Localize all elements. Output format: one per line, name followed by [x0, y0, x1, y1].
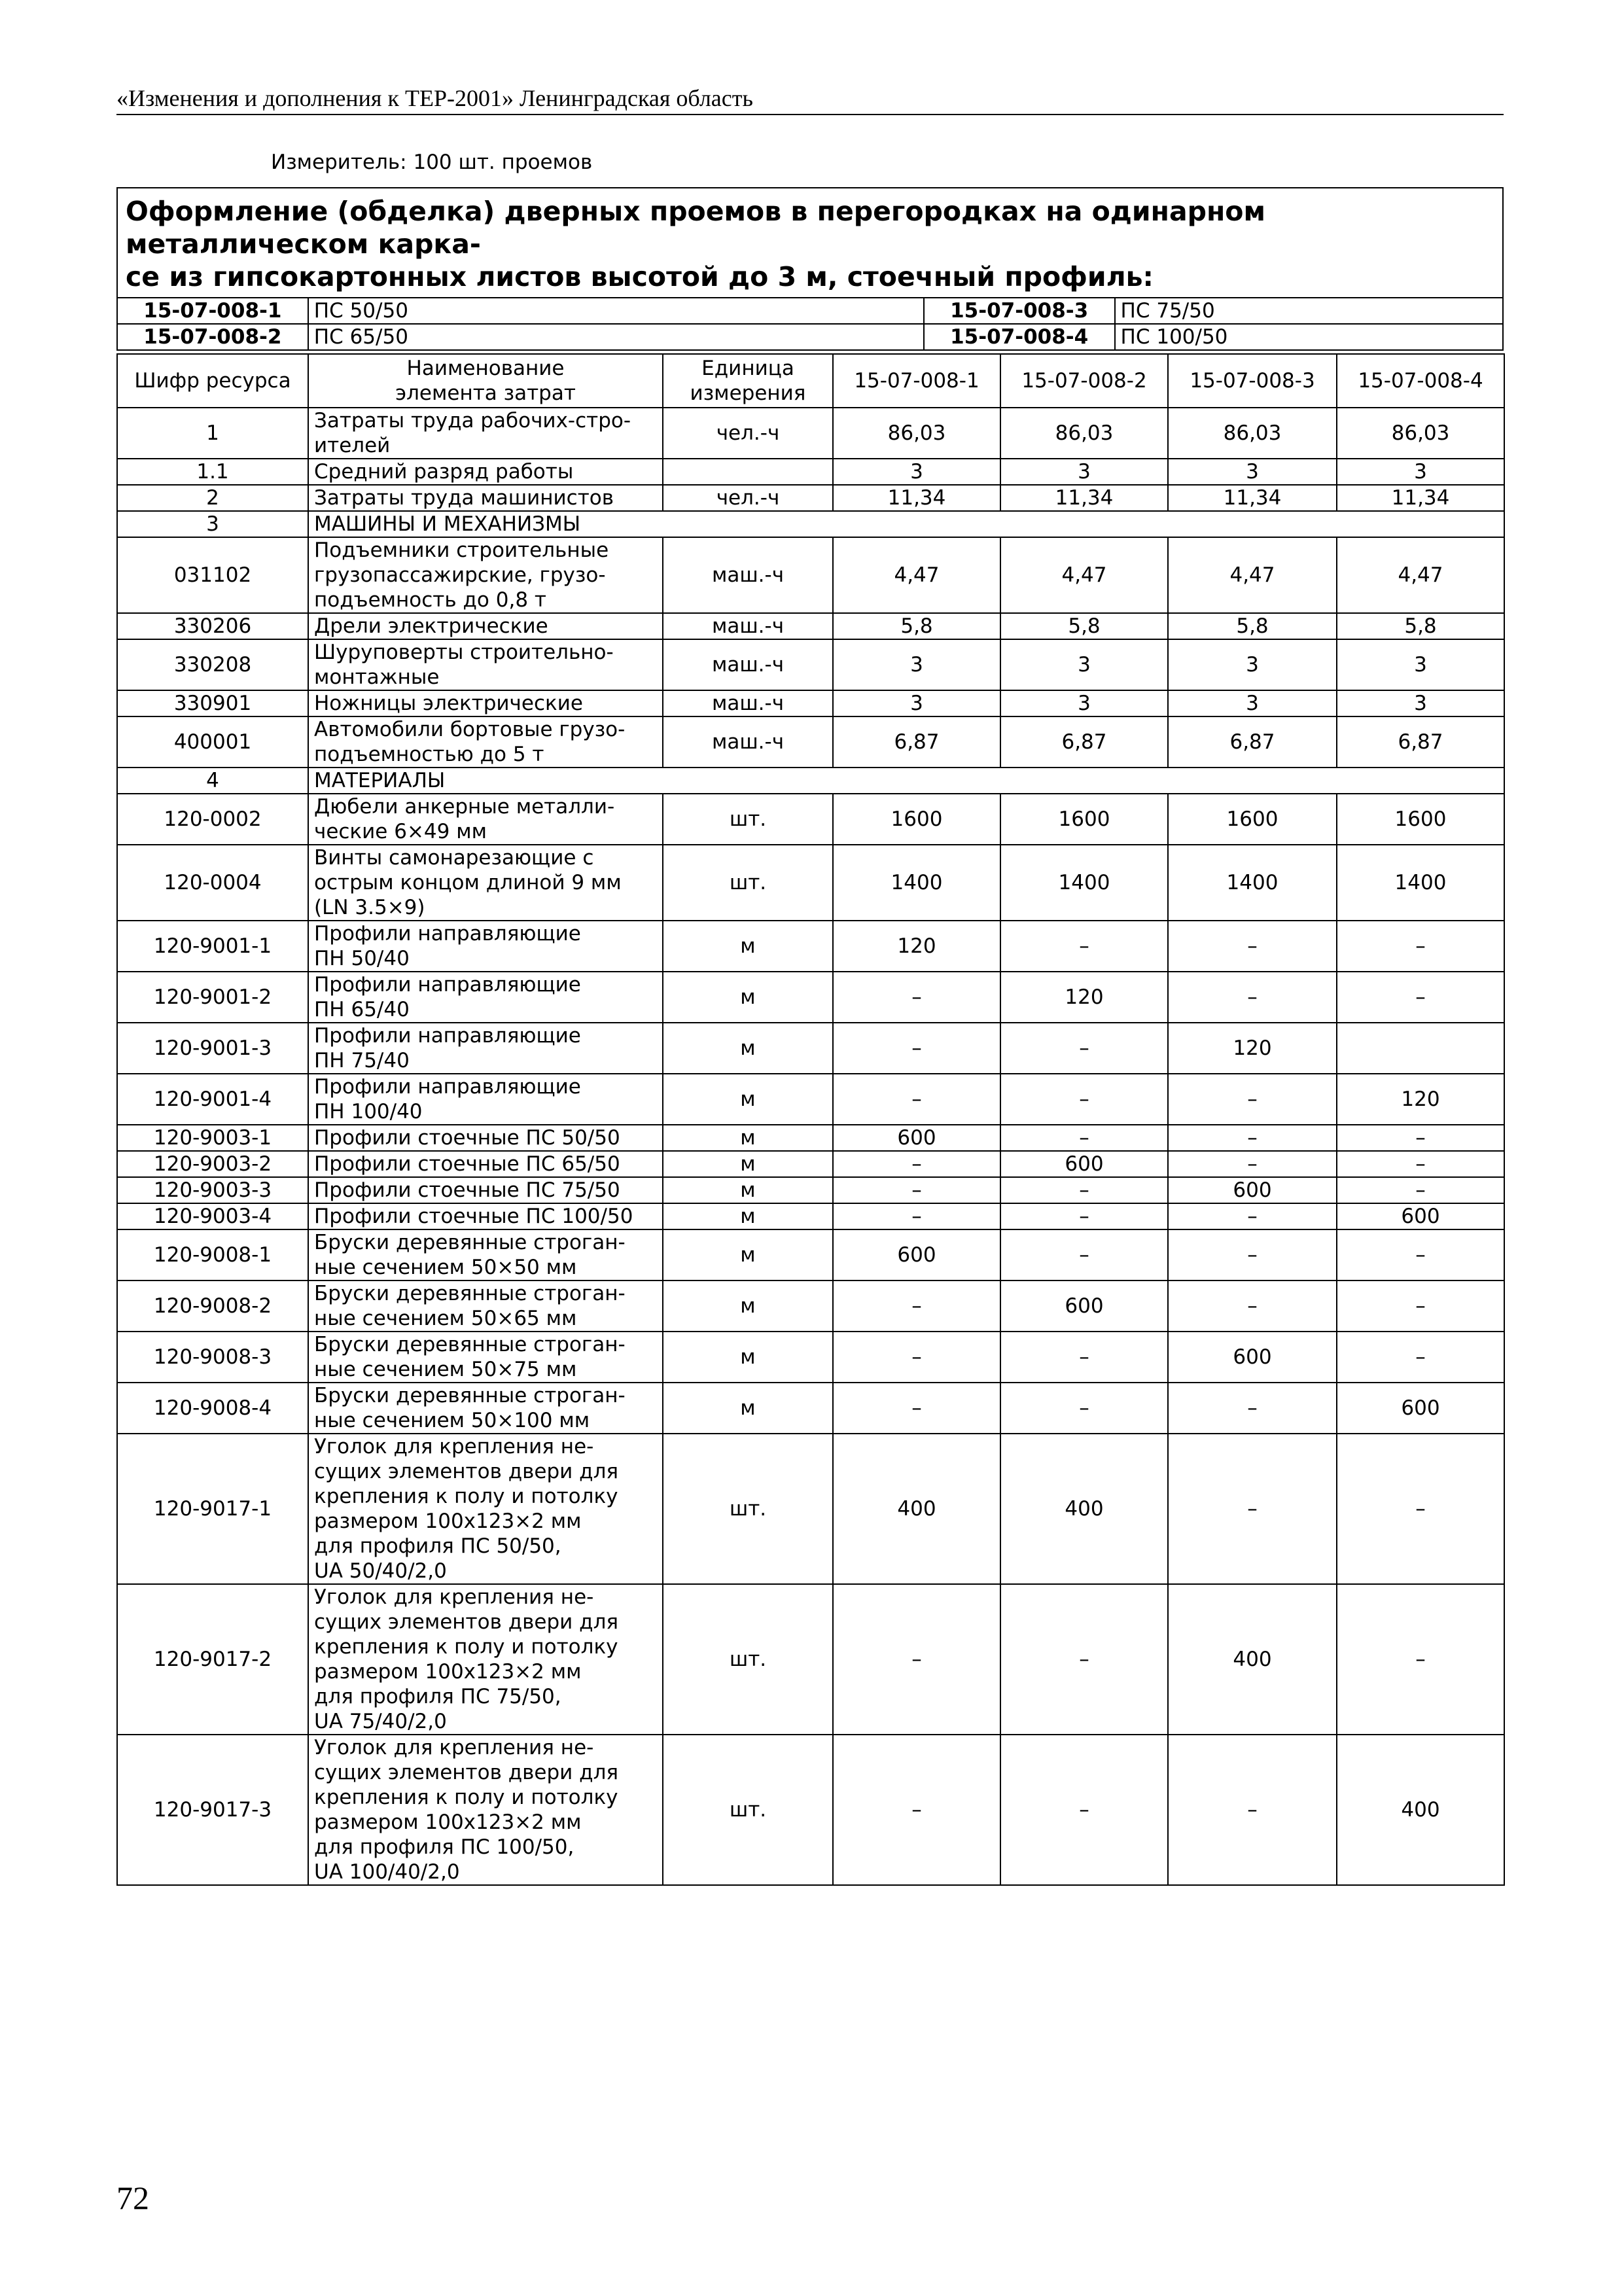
element-name-cell: [308, 1125, 663, 1151]
element-name-line: Профили стоечные ПС 50/50: [314, 1126, 620, 1150]
unit-cell: м: [663, 1332, 833, 1383]
value-cell: 5,8: [833, 613, 1000, 639]
table-row: [117, 1177, 1504, 1203]
element-name-line: Профили направляющие: [314, 973, 581, 997]
element-name-line: Бруски деревянные строган-: [314, 1282, 626, 1305]
value-cell: 3: [1000, 639, 1168, 690]
resource-code-cell: 120-9003-1: [117, 1125, 308, 1151]
element-name-cell: [308, 1584, 663, 1735]
value-cell: 600: [833, 1125, 1000, 1151]
resource-code-cell: 120-9001-2: [117, 972, 308, 1023]
element-name-cell: [308, 1383, 663, 1434]
resource-code-cell: 120-9003-3: [117, 1177, 308, 1203]
resource-code-cell: 120-9017-1: [117, 1434, 308, 1584]
element-name-cell: [308, 639, 663, 690]
value-cell: [1337, 1023, 1504, 1074]
element-name-line: Уголок для крепления не-: [314, 1435, 594, 1458]
value-cell: 5,8: [1168, 613, 1337, 639]
value-cell: 3: [1168, 459, 1337, 485]
table-row: [117, 485, 1504, 511]
unit-cell: м: [663, 1203, 833, 1229]
resource-code-cell: 2: [117, 485, 308, 511]
element-name-cell: [308, 845, 663, 921]
work-code-name: ПС 65/50: [308, 324, 924, 350]
work-code: 15-07-008-2: [117, 324, 308, 350]
value-cell: 1600: [833, 794, 1000, 845]
table-row: [117, 1203, 1504, 1229]
element-name-line: подъемностью до 5 т: [314, 743, 544, 766]
table-row: [117, 1280, 1504, 1332]
table-row: [117, 794, 1504, 845]
value-cell: –: [1168, 1203, 1337, 1229]
element-name-line: МАШИНЫ И МЕХАНИЗМЫ: [314, 512, 581, 536]
element-name-line: Бруски деревянные строган-: [314, 1333, 626, 1356]
table-row: [117, 716, 1504, 768]
resource-code-cell: 120-9001-4: [117, 1074, 308, 1125]
value-cell: –: [833, 1584, 1000, 1735]
element-name-line: ителей: [314, 434, 391, 457]
value-cell: 3: [1337, 639, 1504, 690]
element-name-line: Уголок для крепления не-: [314, 1736, 594, 1759]
header-resource-code: Шифр ресурса: [117, 354, 308, 408]
resource-code-cell: 3: [117, 511, 308, 537]
unit-cell: [663, 459, 833, 485]
unit-cell: м: [663, 1023, 833, 1074]
element-name-line: Профили направляющие: [314, 1075, 581, 1099]
value-cell: –: [1000, 1125, 1168, 1151]
work-title-line-2: се из гипсокартонных листов высотой до 3 м, стоечный профиль:: [126, 261, 1154, 292]
element-name-cell: [308, 690, 663, 716]
section-blank-cell: [663, 511, 1504, 537]
value-cell: –: [1337, 1125, 1504, 1151]
value-cell: 3: [833, 690, 1000, 716]
element-name-cell: [308, 1074, 663, 1125]
element-name-line: ные сечением 50×100 мм: [314, 1409, 590, 1432]
value-cell: –: [1337, 1280, 1504, 1332]
value-cell: 400: [1337, 1735, 1504, 1885]
value-cell: 4,47: [833, 537, 1000, 613]
element-name-line: ные сечением 50×65 мм: [314, 1307, 577, 1330]
value-cell: –: [1000, 1332, 1168, 1383]
value-cell: –: [1337, 972, 1504, 1023]
header-element-name-line: Наименование: [406, 357, 565, 380]
element-name-cell: [308, 1177, 663, 1203]
element-name-line: Шуруповерты строительно-: [314, 641, 614, 664]
value-cell: –: [1000, 1074, 1168, 1125]
element-name-cell: [308, 485, 663, 511]
unit-cell: шт.: [663, 1735, 833, 1885]
value-cell: 5,8: [1337, 613, 1504, 639]
value-cell: –: [1000, 1383, 1168, 1434]
resource-code-cell: 120-0002: [117, 794, 308, 845]
unit-cell: шт.: [663, 794, 833, 845]
work-code-name: ПС 75/50: [1115, 298, 1503, 324]
table-row: [117, 1735, 1504, 1885]
element-name-line: сущих элементов двери для: [314, 1610, 619, 1634]
element-name-cell: [308, 613, 663, 639]
unit-cell: м: [663, 1177, 833, 1203]
unit-cell: маш.-ч: [663, 537, 833, 613]
element-name-line: Профили стоечные ПС 65/50: [314, 1152, 620, 1176]
unit-cell: шт.: [663, 845, 833, 921]
value-cell: –: [1000, 1584, 1168, 1735]
work-code: 15-07-008-1: [117, 298, 308, 324]
table-row: [117, 1229, 1504, 1280]
value-cell: 600: [833, 1229, 1000, 1280]
element-name-line: Затраты труда машинистов: [314, 486, 614, 510]
header-unit-line: измерения: [690, 381, 806, 405]
element-name-line: подъемность до 0,8 т: [314, 588, 546, 612]
work-code: 15-07-008-4: [924, 324, 1115, 350]
table-row: [117, 845, 1504, 921]
value-cell: 120: [833, 921, 1000, 972]
table-row: [117, 972, 1504, 1023]
value-cell: 3: [1168, 690, 1337, 716]
unit-cell: м: [663, 1280, 833, 1332]
unit-cell: м: [663, 1383, 833, 1434]
value-cell: 3: [833, 639, 1000, 690]
element-name-line: ные сечением 50×50 мм: [314, 1256, 577, 1279]
unit-cell: чел.-ч: [663, 408, 833, 459]
unit-cell: маш.-ч: [663, 613, 833, 639]
element-name-cell: [308, 921, 663, 972]
element-name-line: UA 50/40/2,0: [314, 1559, 447, 1583]
value-cell: –: [833, 1151, 1000, 1177]
resource-rows: [117, 408, 1504, 1885]
value-cell: –: [1000, 1177, 1168, 1203]
element-name-line: Профили направляющие: [314, 922, 581, 945]
element-name-line: (LN 3.5×9): [314, 896, 425, 919]
resource-code-cell: 1.1: [117, 459, 308, 485]
element-name-line: Дрели электрические: [314, 614, 548, 638]
element-name-line: ПН 100/40: [314, 1100, 423, 1123]
element-name-cell: [308, 1151, 663, 1177]
value-cell: –: [833, 972, 1000, 1023]
value-cell: 3: [1168, 639, 1337, 690]
element-name-line: Подъемники строительные: [314, 539, 609, 562]
value-cell: 400: [1168, 1584, 1337, 1735]
value-cell: 600: [1337, 1383, 1504, 1434]
value-cell: 5,8: [1000, 613, 1168, 639]
work-title-table: [116, 187, 1504, 351]
element-name-line: крепления к полу и потолку: [314, 1635, 618, 1659]
table-row: [117, 1023, 1504, 1074]
element-name-line: размером 100x123×2 мм: [314, 1810, 582, 1834]
value-cell: –: [833, 1332, 1000, 1383]
resource-code-cell: 330901: [117, 690, 308, 716]
element-name-line: грузопассажирские, грузо-: [314, 563, 606, 587]
unit-cell: маш.-ч: [663, 639, 833, 690]
value-cell: 3: [833, 459, 1000, 485]
value-cell: –: [1000, 1203, 1168, 1229]
element-name-cell: [308, 1229, 663, 1280]
header-element-name-line: элемента затрат: [395, 381, 576, 405]
element-name-line: Уголок для крепления не-: [314, 1585, 594, 1609]
element-name-line: МАТЕРИАЛЫ: [314, 769, 446, 792]
element-name-line: UA 100/40/2,0: [314, 1860, 460, 1884]
value-cell: –: [1337, 1434, 1504, 1584]
value-cell: –: [1168, 1383, 1337, 1434]
resource-code-cell: 120-9001-3: [117, 1023, 308, 1074]
value-cell: –: [1168, 1735, 1337, 1885]
header-unit: [663, 354, 833, 408]
unit-cell: м: [663, 1151, 833, 1177]
element-name-line: ПН 65/40: [314, 998, 410, 1021]
value-cell: –: [833, 1735, 1000, 1885]
value-cell: –: [1168, 1151, 1337, 1177]
value-cell: 400: [833, 1434, 1000, 1584]
table-header-row: [117, 354, 1504, 408]
element-name-line: острым концом длиной 9 мм: [314, 871, 622, 894]
element-name-line: Средний разряд работы: [314, 460, 574, 484]
element-name-line: ПН 75/40: [314, 1049, 410, 1072]
element-name-line: сущих элементов двери для: [314, 1460, 619, 1483]
value-cell: 3: [1000, 690, 1168, 716]
value-cell: 1600: [1337, 794, 1504, 845]
value-cell: –: [1168, 1074, 1337, 1125]
element-name-cell: [308, 1434, 663, 1584]
element-name-cell: [308, 1332, 663, 1383]
header-col-2: 15-07-008-2: [1000, 354, 1168, 408]
element-name-line: крепления к полу и потолку: [314, 1485, 618, 1508]
value-cell: –: [833, 1074, 1000, 1125]
value-cell: 86,03: [1337, 408, 1504, 459]
resource-code-cell: 330208: [117, 639, 308, 690]
element-name-cell: [308, 511, 663, 537]
work-title: [117, 188, 1503, 298]
element-name-cell: [308, 716, 663, 768]
value-cell: 3: [1000, 459, 1168, 485]
value-cell: 6,87: [1337, 716, 1504, 768]
resource-code-cell: 120-9008-3: [117, 1332, 308, 1383]
unit-cell: м: [663, 1229, 833, 1280]
value-cell: 600: [1168, 1177, 1337, 1203]
resource-code-cell: 400001: [117, 716, 308, 768]
resource-code-cell: 120-9008-2: [117, 1280, 308, 1332]
header-col-3: 15-07-008-3: [1168, 354, 1337, 408]
value-cell: –: [833, 1280, 1000, 1332]
element-name-cell: [308, 459, 663, 485]
element-name-cell: [308, 768, 663, 794]
unit-cell: маш.-ч: [663, 716, 833, 768]
element-name-line: размером 100x123×2 мм: [314, 1510, 582, 1533]
value-cell: –: [1000, 921, 1168, 972]
table-row: [117, 1332, 1504, 1383]
table-row: [117, 613, 1504, 639]
value-cell: 120: [1000, 972, 1168, 1023]
value-cell: 86,03: [833, 408, 1000, 459]
unit-cell: м: [663, 921, 833, 972]
value-cell: –: [1168, 1125, 1337, 1151]
value-cell: 600: [1000, 1280, 1168, 1332]
value-cell: –: [1168, 1280, 1337, 1332]
value-cell: –: [833, 1203, 1000, 1229]
element-name-cell: [308, 1735, 663, 1885]
resource-code-cell: 120-9017-2: [117, 1584, 308, 1735]
value-cell: 11,34: [1168, 485, 1337, 511]
resource-code-cell: 330206: [117, 613, 308, 639]
element-name-line: Затраты труда рабочих-стро-: [314, 409, 631, 433]
work-code: 15-07-008-3: [924, 298, 1115, 324]
value-cell: 11,34: [833, 485, 1000, 511]
value-cell: –: [1000, 1023, 1168, 1074]
value-cell: 86,03: [1168, 408, 1337, 459]
value-cell: 4,47: [1337, 537, 1504, 613]
page-number: 72: [116, 2180, 149, 2216]
value-cell: –: [1337, 921, 1504, 972]
work-title-line-1: Оформление (обделка) дверных проемов в перегородках на одинарном металлическом карка-: [126, 196, 1265, 260]
element-name-cell: [308, 537, 663, 613]
table-row: [117, 1434, 1504, 1584]
section-blank-cell: [663, 768, 1504, 794]
element-name-cell: [308, 1023, 663, 1074]
header-col-1: 15-07-008-1: [833, 354, 1000, 408]
value-cell: –: [833, 1177, 1000, 1203]
element-name-line: Профили направляющие: [314, 1024, 581, 1048]
table-row: [117, 1584, 1504, 1735]
resource-code-cell: 120-9008-4: [117, 1383, 308, 1434]
resource-code-cell: 120-9017-3: [117, 1735, 308, 1885]
table-row: [117, 537, 1504, 613]
value-cell: 120: [1168, 1023, 1337, 1074]
element-name-cell: [308, 1203, 663, 1229]
work-code-name: ПС 100/50: [1115, 324, 1503, 350]
header-col-4: 15-07-008-4: [1337, 354, 1504, 408]
value-cell: 1600: [1168, 794, 1337, 845]
header-unit-line: Единица: [701, 357, 794, 380]
element-name-cell: [308, 972, 663, 1023]
unit-cell: шт.: [663, 1434, 833, 1584]
value-cell: –: [1337, 1151, 1504, 1177]
value-cell: 6,87: [1000, 716, 1168, 768]
running-header: «Изменения и дополнения к ТЕР-2001» Ленинградская область: [116, 84, 1504, 115]
element-name-cell: [308, 1280, 663, 1332]
element-name-line: размером 100x123×2 мм: [314, 1660, 582, 1684]
element-name-line: UA 75/40/2,0: [314, 1710, 447, 1733]
header-element-name: [308, 354, 663, 408]
element-name-line: ческие 6×49 мм: [314, 820, 487, 843]
value-cell: –: [833, 1383, 1000, 1434]
value-cell: –: [1337, 1332, 1504, 1383]
element-name-line: Дюбели анкерные металли-: [314, 795, 615, 819]
section-row: [117, 511, 1504, 537]
element-name-line: Профили стоечные ПС 100/50: [314, 1205, 633, 1228]
value-cell: –: [1337, 1584, 1504, 1735]
element-name-line: для профиля ПС 50/50,: [314, 1534, 561, 1558]
value-cell: 400: [1000, 1434, 1168, 1584]
resource-code-cell: 120-9003-2: [117, 1151, 308, 1177]
table-row: [117, 1125, 1504, 1151]
unit-cell: м: [663, 972, 833, 1023]
value-cell: 11,34: [1000, 485, 1168, 511]
resource-code-cell: 120-9001-1: [117, 921, 308, 972]
element-name-line: Профили стоечные ПС 75/50: [314, 1178, 620, 1202]
element-name-line: для профиля ПС 100/50,: [314, 1835, 574, 1859]
unit-cell: шт.: [663, 1584, 833, 1735]
resource-code-cell: 120-9003-4: [117, 1203, 308, 1229]
table-row: [117, 459, 1504, 485]
value-cell: –: [1168, 921, 1337, 972]
element-name-line: крепления к полу и потолку: [314, 1786, 618, 1809]
value-cell: –: [833, 1023, 1000, 1074]
value-cell: 1400: [833, 845, 1000, 921]
value-cell: 1400: [1168, 845, 1337, 921]
unit-cell: чел.-ч: [663, 485, 833, 511]
value-cell: 3: [1337, 690, 1504, 716]
resource-code-cell: 1: [117, 408, 308, 459]
value-cell: –: [1000, 1229, 1168, 1280]
value-cell: 3: [1337, 459, 1504, 485]
value-cell: 4,47: [1000, 537, 1168, 613]
element-name-cell: [308, 408, 663, 459]
value-cell: 6,87: [833, 716, 1000, 768]
value-cell: 11,34: [1337, 485, 1504, 511]
element-name-line: монтажные: [314, 665, 440, 689]
element-name-line: Винты самонарезающие с: [314, 846, 594, 870]
resource-code-cell: 4: [117, 768, 308, 794]
section-row: [117, 768, 1504, 794]
value-cell: 600: [1000, 1151, 1168, 1177]
resource-code-cell: 120-0004: [117, 845, 308, 921]
table-row: [117, 408, 1504, 459]
element-name-line: Бруски деревянные строган-: [314, 1384, 626, 1407]
element-name-line: Бруски деревянные строган-: [314, 1231, 626, 1254]
value-cell: 1600: [1000, 794, 1168, 845]
value-cell: 600: [1168, 1332, 1337, 1383]
element-name-line: сущих элементов двери для: [314, 1761, 619, 1784]
table-row: [117, 1383, 1504, 1434]
table-row: [117, 921, 1504, 972]
value-cell: –: [1168, 1229, 1337, 1280]
element-name-line: ные сечением 50×75 мм: [314, 1358, 577, 1381]
value-cell: 4,47: [1168, 537, 1337, 613]
value-cell: 1400: [1337, 845, 1504, 921]
value-cell: –: [1337, 1177, 1504, 1203]
table-row: [117, 690, 1504, 716]
table-row: [117, 1151, 1504, 1177]
resource-code-cell: 031102: [117, 537, 308, 613]
unit-cell: м: [663, 1074, 833, 1125]
element-name-cell: [308, 794, 663, 845]
element-name-line: Ножницы электрические: [314, 692, 583, 715]
value-cell: –: [1168, 972, 1337, 1023]
element-name-line: для профиля ПС 75/50,: [314, 1685, 561, 1708]
unit-cell: маш.-ч: [663, 690, 833, 716]
value-cell: –: [1337, 1229, 1504, 1280]
value-cell: 600: [1337, 1203, 1504, 1229]
meter-label: Измеритель: 100 шт. проемов: [271, 150, 593, 174]
value-cell: 86,03: [1000, 408, 1168, 459]
resource-table: [116, 353, 1505, 1886]
value-cell: 120: [1337, 1074, 1504, 1125]
resource-code-cell: 120-9008-1: [117, 1229, 308, 1280]
unit-cell: м: [663, 1125, 833, 1151]
table-row: [117, 1074, 1504, 1125]
table-row: [117, 639, 1504, 690]
work-code-name: ПС 50/50: [308, 298, 924, 324]
value-cell: 6,87: [1168, 716, 1337, 768]
value-cell: –: [1000, 1735, 1168, 1885]
element-name-line: ПН 50/40: [314, 947, 410, 970]
element-name-line: Автомобили бортовые грузо-: [314, 718, 626, 741]
value-cell: 1400: [1000, 845, 1168, 921]
value-cell: –: [1168, 1434, 1337, 1584]
